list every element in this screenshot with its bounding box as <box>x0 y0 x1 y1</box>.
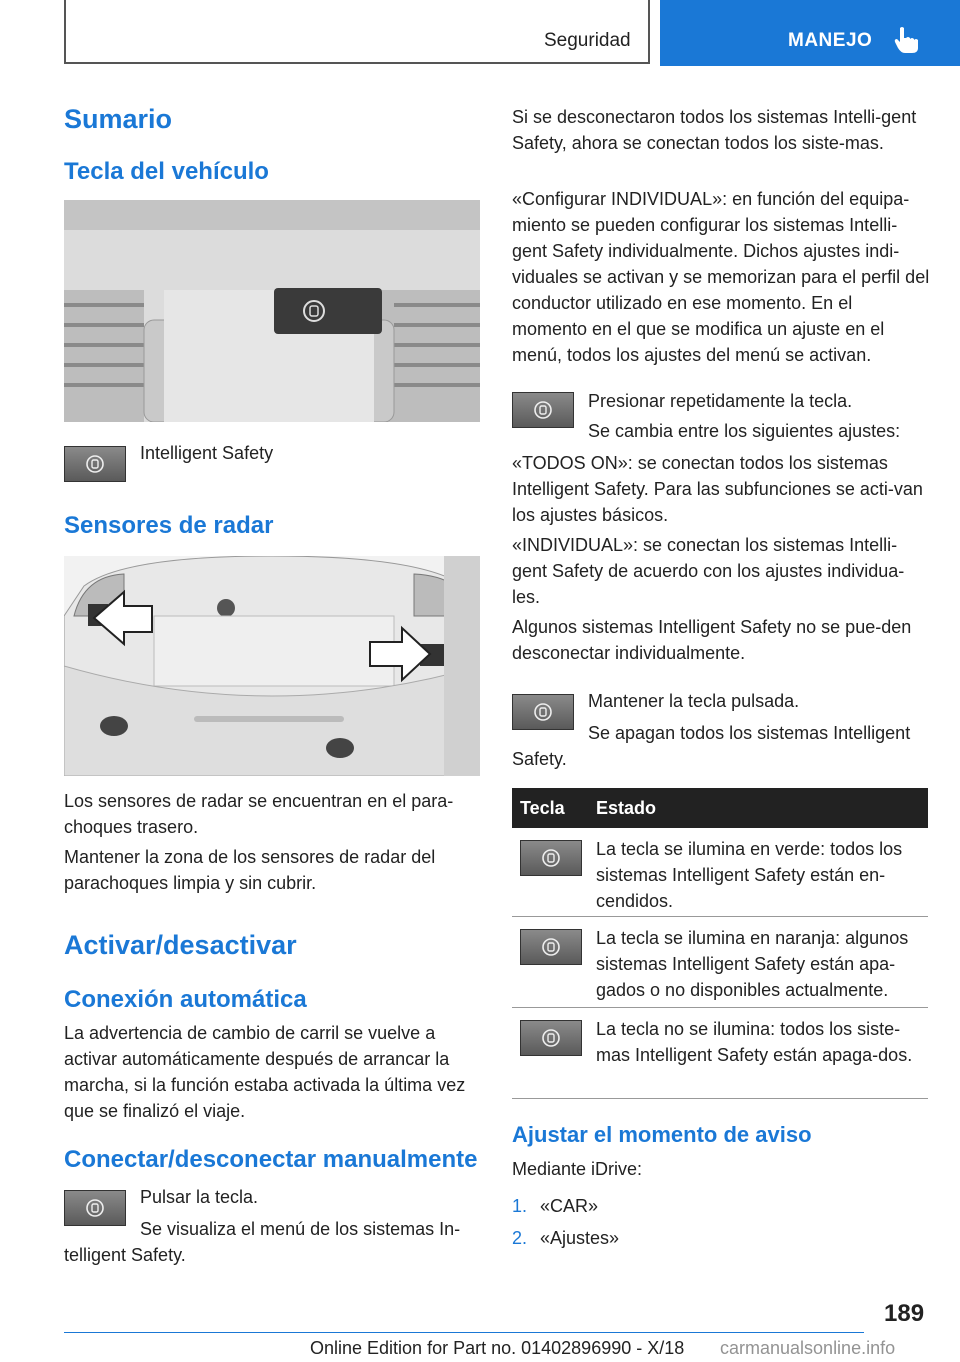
table-cell-status: La tecla se ilumina en verde: todos los sistemas Intelligent Safety están en-cendidos. <box>596 839 903 911</box>
step-number: 2. <box>512 1228 528 1248</box>
todos-paragraph: «TODOS ON»: se conectan todos los sistemas Intelligent Safety. Para las subfunciones se acti-van los ajustes básicos. <box>512 453 923 525</box>
table-cell-status: La tecla no se ilumina: todos los siste-mas Intelligent Safety están apaga-dos. <box>596 1019 913 1065</box>
heading-ajustar: Ajustar el momento de aviso <box>512 1122 812 1147</box>
press-paragraph-2: Se cambia entre los siguientes ajustes: <box>588 421 901 441</box>
table-cell-status: La tecla se ilumina en naranja: algunos sistemas Intelligent Safety están apa-gados o no disponibles actualmente. <box>596 928 909 1000</box>
press-paragraph-1: Presionar repetidamente la tecla. <box>588 391 853 411</box>
footer-edition: Online Edition for Part no. 01402896990 - X/18 <box>310 1338 685 1358</box>
status-key-off <box>520 1020 582 1056</box>
heading-manual: Conectar/desconectar manualmente <box>64 1146 478 1173</box>
heading-sensores: Sensores de radar <box>64 512 274 539</box>
chapter-tab-label: MANEJO <box>788 30 873 51</box>
intelligent-safety-icon <box>541 937 561 957</box>
conexion-paragraph: La advertencia de cambio de carril se vuelve a activar automáticamente después de arrancar la marcha, si la función estaba activada la última vez que se finalizó el viaje. <box>64 1023 466 1121</box>
table-row <box>512 828 928 917</box>
intelligent-safety-icon <box>541 1028 561 1048</box>
car-rear-radar-photo <box>64 556 480 776</box>
table-header <box>512 788 928 828</box>
table-header-tecla: Tecla <box>520 798 565 818</box>
status-key-orange <box>520 929 582 965</box>
page-number: 189 <box>884 1300 925 1327</box>
footer-divider <box>64 1332 864 1333</box>
right-paragraph-1: Si se desconectaron todos los sistemas Intelli-gent Safety, ahora se conectan todos los siste-mas. <box>512 107 917 153</box>
list-item <box>512 1196 599 1217</box>
intelligent-safety-icon <box>541 848 561 868</box>
intelligent-safety-icon <box>85 1198 105 1218</box>
section-title: Seguridad <box>544 30 631 51</box>
hold-paragraph-2: Se apagan todos los sistemas Intelligent Safety. <box>512 723 911 769</box>
manual-paragraph-2: Se visualiza el menú de los sistemas In-telligent Safety. <box>64 1219 461 1265</box>
intelligent-safety-icon <box>533 702 553 722</box>
key-label: Intelligent Safety <box>140 443 274 463</box>
status-table <box>512 788 928 1099</box>
heading-conexion: Conexión automática <box>64 986 307 1013</box>
press-key[interactable] <box>512 392 574 428</box>
hand-pointer-icon <box>894 26 920 54</box>
intelligent-safety-icon <box>533 400 553 420</box>
right-paragraph-2: «Configurar INDIVIDUAL»: en función del equipa-miento se pueden configurar los sistemas Intelli-gent Safety individualmente. Dichos ajustes indi-viduales se activan y se memorizan para el perfil del conductor utilizado en ese momento. En el momento en el que se modifica un ajuste en el menú, todos los ajustes del menú se activan. <box>512 189 930 365</box>
algunos-paragraph: Algunos sistemas Intelligent Safety no se pue-den desconectar individualmente. <box>512 617 912 663</box>
step-text: «Ajustes» <box>540 1228 620 1248</box>
intelligent-safety-key[interactable] <box>64 446 126 482</box>
individual-paragraph: «INDIVIDUAL»: se conectan los sistemas Intelli-gent Safety de acuerdo con los ajustes individua-les. <box>512 535 905 607</box>
watermark: carmanualsonline.info <box>720 1338 896 1358</box>
heading-tecla: Tecla del vehículo <box>64 158 269 185</box>
heading-activar: Activar/desactivar <box>64 930 297 960</box>
list-item <box>512 1228 620 1249</box>
status-key-green <box>520 840 582 876</box>
mediante-paragraph: Mediante iDrive: <box>512 1159 643 1179</box>
sensores-paragraph-2: Mantener la zona de los sensores de radar del parachoques limpia y sin cubrir. <box>64 847 436 893</box>
step-number: 1. <box>512 1196 528 1216</box>
chapter-tab[interactable] <box>660 0 960 66</box>
manual-paragraph-1: Pulsar la tecla. <box>140 1187 259 1207</box>
sensores-paragraph-1: Los sensores de radar se encuentran en el para-choques trasero. <box>64 791 454 837</box>
table-header-estado: Estado <box>596 798 657 818</box>
intelligent-safety-icon <box>85 454 105 474</box>
step-text: «CAR» <box>540 1196 599 1216</box>
hold-paragraph-1: Mantener la tecla pulsada. <box>588 691 800 711</box>
table-row <box>512 1008 928 1099</box>
dashboard-button-photo <box>64 200 480 422</box>
table-row <box>512 917 928 1008</box>
heading-sumario: Sumario <box>64 104 173 134</box>
